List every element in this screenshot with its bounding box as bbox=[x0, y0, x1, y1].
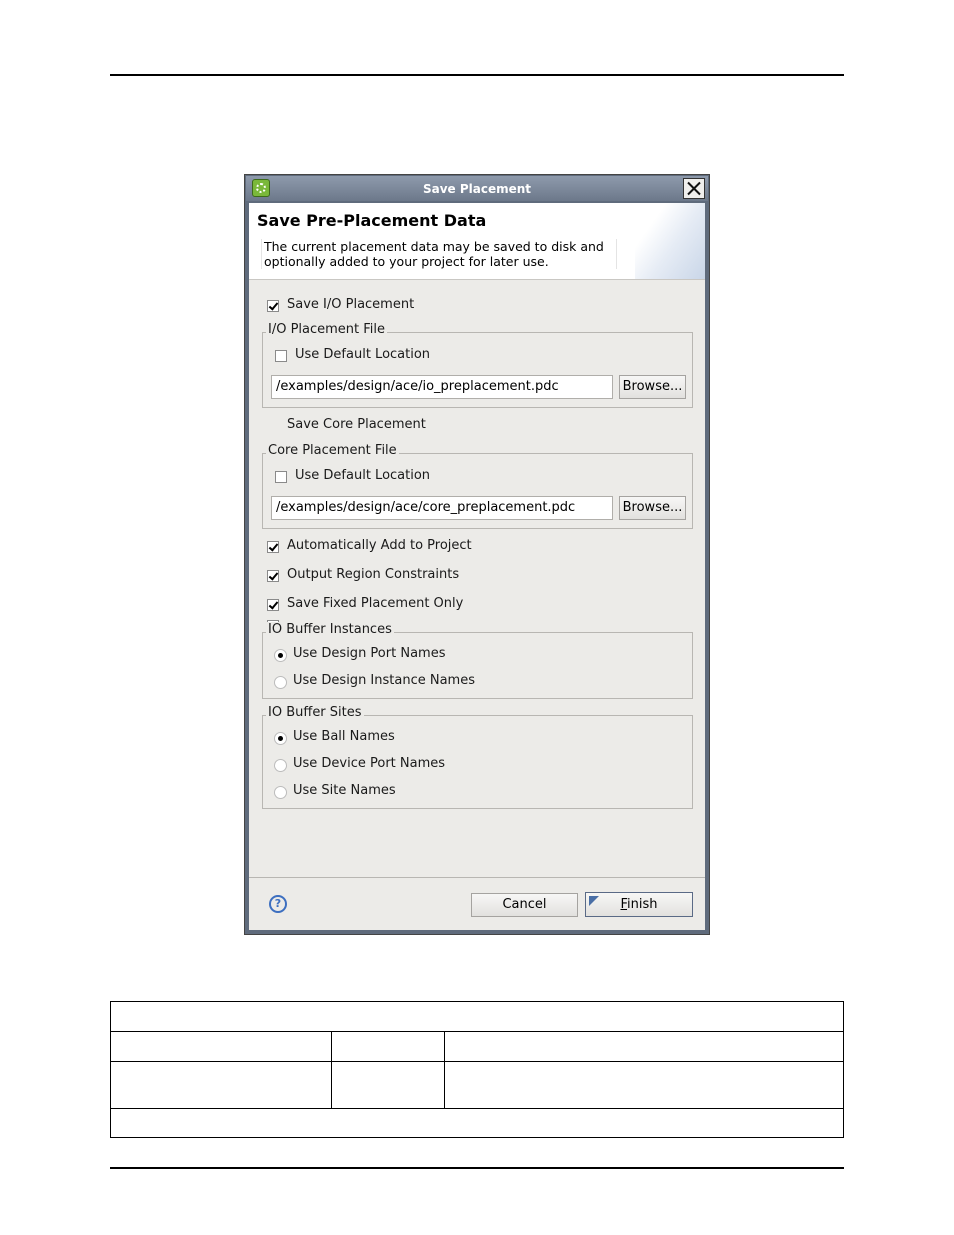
core-use-default-location-label[interactable]: Use Default Location bbox=[295, 468, 431, 483]
save-io-placement-label[interactable]: Save I/O Placement bbox=[287, 297, 415, 312]
io-use-default-location-label[interactable]: Use Default Location bbox=[295, 347, 431, 362]
wizard-banner bbox=[249, 203, 705, 280]
table-row bbox=[111, 1109, 844, 1138]
core-browse-button[interactable]: Browse... bbox=[619, 496, 686, 520]
output-region-constraints-label[interactable]: Output Region Constraints bbox=[287, 567, 460, 582]
save-core-placement-label[interactable]: Save Core Placement bbox=[287, 417, 426, 432]
io-use-default-location-checkbox[interactable] bbox=[275, 350, 287, 362]
banner-description-line: optionally added to your project for later use. bbox=[264, 254, 549, 269]
finish-mnemonic: F bbox=[620, 897, 628, 912]
io-placement-path-field[interactable]: /examples/design/ace/io_preplacement.pdc bbox=[271, 375, 613, 399]
default-button-marker bbox=[589, 896, 599, 906]
title-bar[interactable] bbox=[246, 176, 708, 201]
use-ball-names-radio[interactable] bbox=[274, 732, 287, 745]
table-cell bbox=[445, 1032, 844, 1062]
core-use-default-location-checkbox[interactable] bbox=[275, 471, 287, 483]
save-io-placement-checkbox[interactable] bbox=[267, 300, 279, 312]
cancel-button[interactable]: Cancel bbox=[471, 893, 578, 917]
table-cell bbox=[111, 1032, 332, 1062]
core-placement-path-field[interactable]: /examples/design/ace/core_preplacement.pdc bbox=[271, 496, 613, 520]
io-buffer-instances-group bbox=[262, 632, 693, 699]
save-fixed-placement-only-checkbox[interactable] bbox=[267, 599, 279, 611]
finish-button[interactable] bbox=[585, 892, 693, 917]
auto-add-to-project-label[interactable]: Automatically Add to Project bbox=[287, 538, 472, 553]
empty-table bbox=[110, 1001, 844, 1138]
window-title: Save Placement bbox=[422, 182, 532, 196]
table-cell bbox=[332, 1062, 445, 1109]
auto-add-to-project-checkbox[interactable] bbox=[267, 541, 279, 553]
table-cell bbox=[445, 1062, 844, 1109]
banner-decoration bbox=[635, 203, 705, 279]
table-row bbox=[111, 1032, 844, 1062]
finish-label: inish bbox=[627, 897, 658, 912]
use-ball-names-label[interactable]: Use Ball Names bbox=[293, 729, 395, 744]
core-placement-file-group-title: Core Placement File bbox=[268, 443, 397, 458]
io-buffer-instances-group-title: IO Buffer Instances bbox=[268, 622, 392, 637]
dialog-client-area bbox=[249, 203, 705, 930]
use-design-port-names-label[interactable]: Use Design Port Names bbox=[293, 646, 446, 661]
table-cell bbox=[332, 1032, 445, 1062]
use-site-names-radio[interactable] bbox=[274, 786, 287, 799]
banner-description-line: The current placement data may be saved to disk and bbox=[264, 239, 604, 254]
page-bottom-rule bbox=[110, 1167, 844, 1169]
help-icon[interactable]: ? bbox=[269, 895, 287, 913]
use-device-port-names-radio[interactable] bbox=[274, 759, 287, 772]
output-region-constraints-checkbox[interactable] bbox=[267, 570, 279, 582]
table-cell bbox=[111, 1109, 844, 1138]
save-fixed-placement-only-label[interactable]: Save Fixed Placement Only bbox=[287, 596, 464, 611]
use-site-names-label[interactable]: Use Site Names bbox=[293, 783, 396, 798]
io-placement-file-group-title: I/O Placement File bbox=[268, 322, 386, 337]
use-design-instance-names-label[interactable]: Use Design Instance Names bbox=[293, 673, 475, 688]
use-design-port-names-radio[interactable] bbox=[274, 649, 287, 662]
table-row bbox=[111, 1062, 844, 1109]
close-icon[interactable] bbox=[683, 178, 705, 199]
footer-separator bbox=[249, 877, 705, 878]
save-placement-dialog bbox=[244, 174, 710, 935]
io-browse-button[interactable]: Browse... bbox=[619, 375, 686, 399]
banner-description bbox=[261, 239, 617, 269]
use-device-port-names-label[interactable]: Use Device Port Names bbox=[293, 756, 446, 771]
table-row bbox=[111, 1002, 844, 1032]
table-cell bbox=[111, 1002, 844, 1032]
use-design-instance-names-radio[interactable] bbox=[274, 676, 287, 689]
io-buffer-sites-group-title: IO Buffer Sites bbox=[268, 705, 362, 720]
page-top-rule bbox=[110, 74, 844, 76]
table-cell bbox=[111, 1062, 332, 1109]
banner-title: Save Pre-Placement Data bbox=[257, 211, 487, 230]
